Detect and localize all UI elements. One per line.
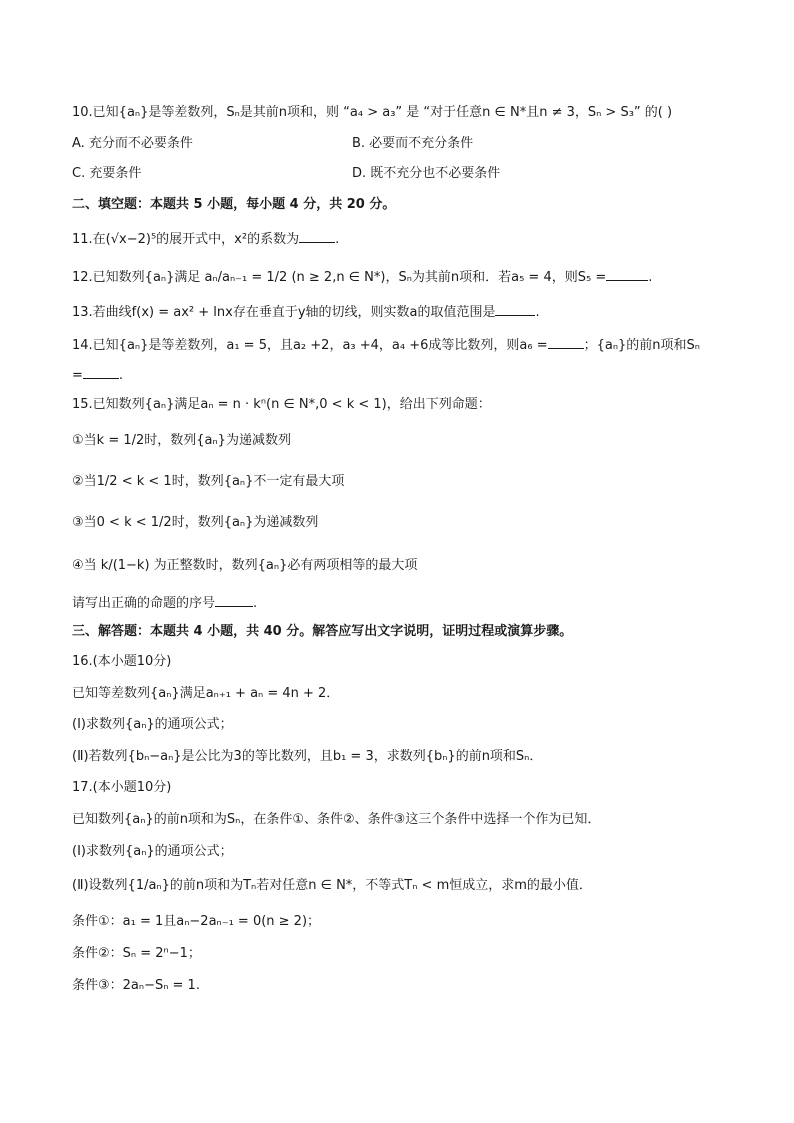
q15-answer <box>72 592 257 614</box>
section-2-heading: 二、填空题：本题共 5 小题，每小题 4 分，共 20 分。 <box>72 197 396 212</box>
q17-condition-1: 条件①：a₁ = 1且aₙ−2aₙ₋₁ = 0(n ≥ 2)； <box>72 914 321 929</box>
q14-text: 14.已知{aₙ}是等差数列，a₁ = 5，且a₂ +2，a₃ +4，a₄ +6成等比数列，则a₆ = <box>72 338 548 353</box>
q13 <box>72 301 540 323</box>
q17-condition-2: 条件②：Sₙ = 2ⁿ−1； <box>72 946 201 961</box>
q16-part-2: (Ⅱ)若数列{bₙ−aₙ}是公比为3的等比数列，且b₁ = 3，求数列{bₙ}的前n项和Sₙ． <box>72 749 543 764</box>
q15-stem: 15.已知数列{aₙ}满足aₙ = n · kⁿ(n ∈ N*,0 < k < 1)，给出下列命题： <box>72 397 491 412</box>
q14-line1 <box>72 334 700 356</box>
q12-end: . <box>648 270 653 285</box>
q10-stem: 10.已知{aₙ}是等差数列，Sₙ是其前n项和，则 “a₄ > a₃” 是 “对于任意n ∈ N*且n ≠ 3，Sₙ > S₃” 的( ) <box>72 105 673 120</box>
q11-answer-blank[interactable] <box>299 228 335 243</box>
q17-title: 17.(本小题10分) <box>72 780 172 795</box>
q14-end: . <box>118 368 124 383</box>
q17-condition-3: 条件③：2aₙ−Sₙ = 1. <box>72 978 200 993</box>
q10-option-d: D. 既不充分也不必要条件 <box>352 166 501 181</box>
q16-stem: 已知等差数列{aₙ}满足aₙ₊₁ + aₙ = 4n + 2． <box>72 686 340 701</box>
q11-text: 11.在(√x−2)⁵的展开式中，x²的系数为 <box>72 232 300 247</box>
q15-item-4: ④当 k/(1−k) 为正整数时，数列{aₙ}必有两项相等的最大项 <box>72 558 418 573</box>
q14-eq: = <box>72 368 83 383</box>
q17-part-2: (Ⅱ)设数列{1/aₙ}的前n项和为Tₙ若对任意n ∈ N*，不等式Tₙ < m恒成立，求m的最小值． <box>72 878 592 893</box>
q11-end: . <box>335 232 340 247</box>
q17-part-1: (Ⅰ)求数列{aₙ}的通项公式； <box>72 844 233 859</box>
q15-item-2: ②当1/2 < k < 1时，数列{aₙ}不一定有最大项 <box>72 474 345 489</box>
q16-part-1: (Ⅰ)求数列{aₙ}的通项公式； <box>72 717 233 732</box>
q14-answer-blank-2[interactable] <box>83 364 119 379</box>
q12-text: 12.已知数列{aₙ}满足 aₙ/aₙ₋₁ = 1/2 (n ≥ 2,n ∈ N*)，Sₙ为其前n项和．若a₅ = 4，则S₅ = <box>72 270 607 285</box>
q14-text-2: ；{aₙ}的前n项和Sₙ <box>583 338 700 353</box>
q12-answer-blank[interactable] <box>606 266 648 281</box>
section-3-heading: 三、解答题：本题共 4 小题，共 40 分。解答应写出文字说明，证明过程或演算步骤。 <box>72 624 573 639</box>
q10-option-b: B. 必要而不充分条件 <box>352 136 474 151</box>
q16-title: 16.(本小题10分) <box>72 654 172 669</box>
q15-answer-blank[interactable] <box>215 592 253 607</box>
q13-answer-blank[interactable] <box>495 301 535 316</box>
q13-end: . <box>535 305 540 320</box>
q14-answer-blank-1[interactable] <box>548 334 584 349</box>
q10-option-a: A. 充分而不必要条件 <box>72 136 193 151</box>
q15-answer-text: 请写出正确的命题的序号 <box>72 596 216 611</box>
q15-item-1: ①当k = 1/2时，数列{aₙ}为递减数列 <box>72 433 291 448</box>
q17-stem: 已知数列{aₙ}的前n项和为Sₙ，在条件①、条件②、条件③这三个条件中选择一个作为已知． <box>72 812 601 827</box>
q10-option-c: C. 充要条件 <box>72 166 142 181</box>
q15-answer-end: . <box>253 596 258 611</box>
q15-item-3: ③当0 < k < 1/2时，数列{aₙ}为递减数列 <box>72 515 319 530</box>
q12 <box>72 266 652 288</box>
q11 <box>72 228 339 250</box>
q14-line2 <box>72 364 123 386</box>
q13-text: 13.若曲线f(x) = ax² + lnx存在垂直于y轴的切线，则实数a的取值范围是 <box>72 305 496 320</box>
